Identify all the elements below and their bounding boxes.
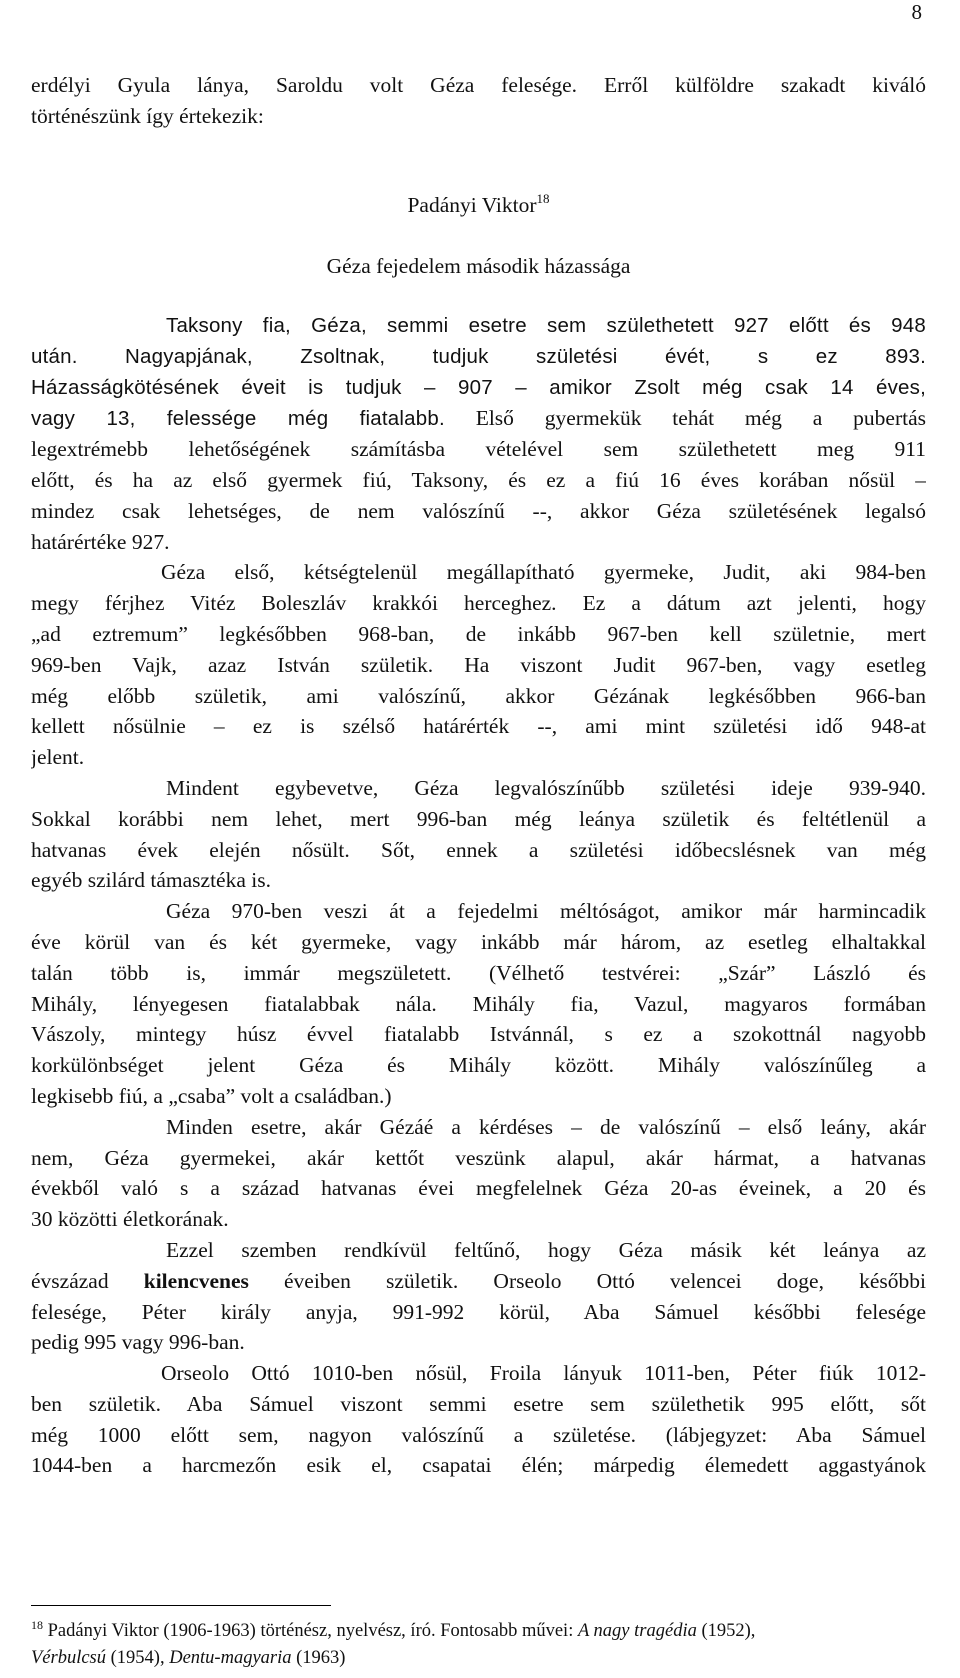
quote-title-text: Géza fejedelem második házassága bbox=[326, 254, 631, 278]
text-line: korkülönbséget jelent Géza és Mihály között. Mihály valószínűleg a bbox=[31, 1053, 926, 1078]
text-line: előtt, és ha az első gyermek fiú, Taksony, és ez a fiú 16 éves korában nősül – bbox=[31, 467, 926, 492]
footnote-work-title: Dentu-magyaria bbox=[169, 1648, 292, 1668]
text-line: „ad eztremum” legkésőbben 968-ban, de inkább 967-ben kell születnie, mert bbox=[31, 621, 926, 646]
text-line: még 1000 előtt sem, nagyon valószínű a születése. (lábjegyzet: Aba Sámuel bbox=[31, 1422, 926, 1447]
text-line: legkisebb fiú, a „csaba” volt a családban.) bbox=[31, 1083, 392, 1108]
text-line: Házasságkötésének éveit is tudjuk – 907 – amikor Zsolt még csak 14 éves, bbox=[31, 375, 926, 399]
intro-paragraph bbox=[31, 70, 926, 132]
quote-title bbox=[31, 251, 926, 282]
text-fragment: évszázad bbox=[31, 1268, 144, 1293]
text-line: Sokkal korábbi nem lehet, mert 996-ban még leánya születik és feltétlenül a bbox=[31, 806, 926, 831]
bold-word: kilencvenes bbox=[143, 1268, 249, 1293]
text-line: 1044-ben a harcmezőn esik el, csapatai élén; márpedig élemedett aggastyánok bbox=[31, 1453, 926, 1478]
text-line: nem, Géza gyermekei, akár kettőt veszünk alapul, akár hármat, a hatvanas bbox=[31, 1145, 926, 1170]
text-line: legextrémebb lehetőségének számításba vételével sem születhetett meg 911 bbox=[31, 437, 926, 462]
footnote-divider bbox=[31, 1605, 331, 1606]
text-line: felesége, Péter király anyja, 991-992 körül, Aba Sámuel későbbi felesége bbox=[31, 1299, 926, 1324]
text-line: ben születik. Aba Sámuel viszont semmi esetre sem születhetik 995 előtt, sőt bbox=[31, 1391, 926, 1416]
text-line: Mihály, lényegesen fiatalabbak nála. Mihály fia, Vazul, magyaros formában bbox=[31, 991, 926, 1016]
text-line: még előbb születik, ami valószínű, akkor Gézának legkésőbben 966-ban bbox=[31, 683, 926, 708]
text-line bbox=[31, 1266, 926, 1297]
text-line: hatvanas évek elején nősült. Sőt, ennek a születési időbecslésnek van még bbox=[31, 837, 926, 862]
text-line: határértéke 927. bbox=[31, 529, 170, 554]
text-line: Ezzel szemben rendkívül feltűnő, hogy Géza másik két leánya az bbox=[166, 1237, 926, 1262]
quote-author bbox=[31, 190, 926, 221]
text-line: 969-ben Vajk, azaz István születik. Ha viszont Judit 967-ben, vagy esetleg bbox=[31, 652, 926, 677]
footnote-text: Padányi Viktor (1906-1963) történész, nyelvész, író. Fontosabb művei: bbox=[43, 1621, 578, 1641]
text-line bbox=[31, 403, 926, 434]
text-line: kellett nősülnie – ez is szélső határérték --, ami mint születési idő 948-at bbox=[31, 714, 926, 739]
footnote-marker: 18 bbox=[536, 191, 550, 206]
text-line: után. Nagyapjának, Zsoltnak, tudjuk születési évét, s ez 893. bbox=[31, 344, 926, 368]
text-line: Orseolo Ottó 1010-ben nősül, Froila lányuk 1011-ben, Péter fiúk 1012- bbox=[161, 1361, 926, 1386]
page-number: 8 bbox=[911, 0, 922, 24]
text-line: mindez csak lehetséges, de nem valószínű --, akkor Géza születésének legalsó bbox=[31, 498, 926, 523]
text-line: 30 közötti életkorának. bbox=[31, 1207, 229, 1232]
text-line: talán több is, immár megszületett. (Vélhető testvérei: „Szár” László és bbox=[31, 960, 926, 985]
text-line: megy férjhez Vitéz Boleszláv krakkói herceghez. Ez a dátum azt jelenti, hogy bbox=[31, 591, 926, 616]
footnote-year: (1963) bbox=[291, 1648, 346, 1668]
text-line: Mindent egybevetve, Géza legvalószínűbb születési ideje 939-940. bbox=[166, 775, 926, 800]
text-line: éve körül van és két gyermeke, vagy inkább már három, az esetleg elhaltakkal bbox=[31, 929, 926, 954]
quote-body bbox=[31, 311, 926, 1481]
text-line: pedig 995 vagy 996-ban. bbox=[31, 1330, 245, 1355]
text-line: Géza első, kétségtelenül megállapítható gyermeke, Judit, aki 984-ben bbox=[161, 560, 926, 585]
text-line: jelent. bbox=[31, 745, 85, 770]
footnote-year: (1952), bbox=[696, 1621, 756, 1641]
text-line: évekből való s a század hatvanas évei megfelelnek Géza 20-as éveinek, a 20 és bbox=[31, 1176, 926, 1201]
footnote-work-title: A nagy tragédia bbox=[577, 1621, 697, 1641]
serif-fragment: Első gyermekük tehát még a pubertás bbox=[444, 406, 926, 431]
sans-fragment: vagy 13, felessége még fiatalabb. bbox=[31, 407, 445, 431]
text-line: egyéb szilárd támasztéka is. bbox=[31, 868, 271, 893]
text-fragment: éveiben születik. Orseolo Ottó velencei doge, későbbi bbox=[248, 1268, 926, 1293]
quote-author-name: Padányi Viktor bbox=[407, 193, 537, 217]
text-line: Minden esetre, akár Gézáé a kérdéses – de valószínű – első leány, akár bbox=[166, 1114, 926, 1139]
footnote bbox=[31, 1618, 926, 1672]
text-line: erdélyi Gyula lánya, Saroldu volt Géza felesége. Erről külföldre szakadt kiváló bbox=[31, 73, 926, 97]
text-line: történészünk így értekezik: bbox=[31, 103, 264, 128]
footnote-work-title: Vérbulcsú bbox=[31, 1648, 107, 1668]
footnote-number: 18 bbox=[31, 1618, 43, 1632]
text-line: Taksony fia, Géza, semmi esetre sem születhetett 927 előtt és 948 bbox=[166, 314, 926, 337]
text-line: Vászoly, mintegy húsz évvel fiatalabb Istvánnál, s ez a szokottnál nagyobb bbox=[31, 1022, 926, 1047]
footnote-year: (1954), bbox=[106, 1648, 170, 1668]
text-line: Géza 970-ben veszi át a fejedelmi méltóságot, amikor már harmincadik bbox=[166, 899, 926, 924]
